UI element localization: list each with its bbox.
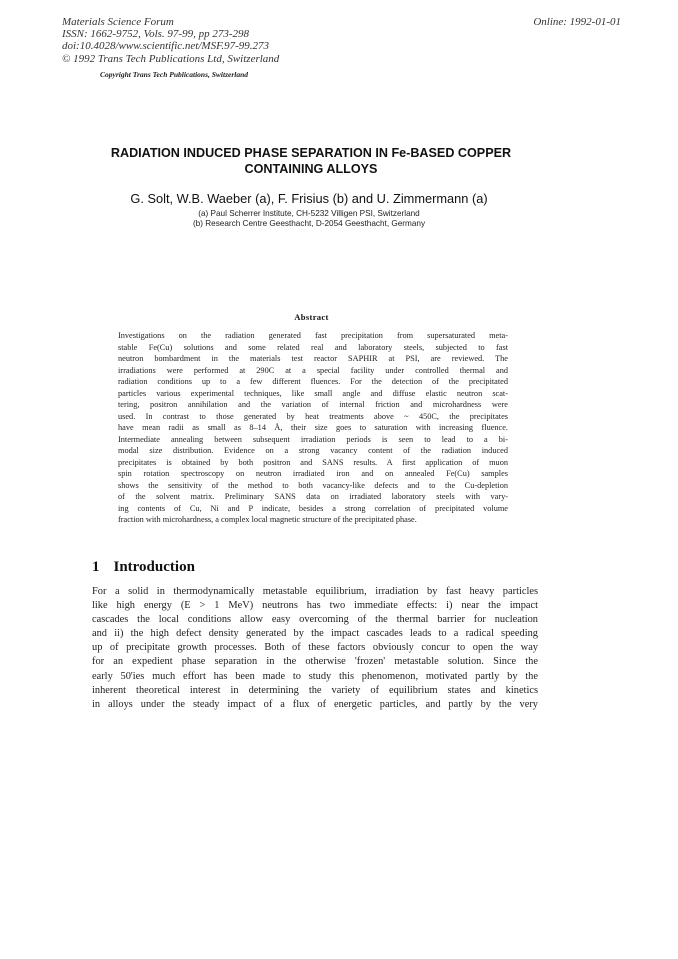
abstract-line: Investigations on the radiation generated fast precipitation from supersaturated meta-: [118, 331, 508, 340]
paper-title: [90, 145, 532, 177]
section-heading: [92, 559, 195, 576]
abstract-line: Intermediate annealing between subsequent irradiation periods is seen to lead to a bi-: [118, 434, 508, 444]
issn-line: ISSN: 1662-9752, Vols. 97-99, pp 273-298: [62, 28, 249, 41]
body-line: in alloys under the steady impact of a flux of energetic particles, and partly by the very: [92, 698, 538, 710]
journal-name: Materials Science Forum: [62, 16, 174, 28]
title-line-1: RADIATION INDUCED PHASE SEPARATION IN Fe-BASED COPPER: [110, 146, 512, 160]
doi-line: doi:10.4028/www.scientific.net/MSF.97-99.273: [62, 40, 270, 53]
journal-header: [62, 16, 279, 81]
abstract-line: radiation conditions up to a few different fluences. For the detection of the precipitated: [118, 377, 508, 386]
publisher-copyright-note: Copyright Trans Tech Publications, Switzerland: [100, 69, 249, 79]
abstract-line: used. In contrast to those generated by heat treatments above ~ 450C, the precipitates: [118, 411, 508, 421]
online-date: Online: 1992-01-01: [533, 16, 621, 28]
body-line: inherent theoretical interest in determining the variety of equilibrium states and kinetics: [92, 684, 538, 696]
abstract-line: irradiations were performed at 290C at a special facility under controlled thermal and: [118, 365, 508, 375]
abstract-heading: Abstract: [294, 312, 329, 322]
section-title: Introduction: [113, 559, 195, 575]
author-list: G. Solt, W.B. Waeber (a), F. Frisius (b) and U. Zimmermann (a): [130, 191, 488, 206]
abstract-line: neutron bombardment in the materials test reactor SAPHIR at PSI, are reviewed. The: [118, 354, 508, 363]
copyright-line: © 1992 Trans Tech Publications Ltd, Switzerland: [62, 52, 280, 65]
affiliation-a: (a) Paul Scherrer Institute, CH-5232 Villigen PSI, Switzerland: [198, 209, 420, 218]
abstract-line: fraction with microhardness, a complex local magnetic structure of the precipitated phase.: [118, 515, 417, 524]
affiliation-b: (b) Research Centre Geesthacht, D-2054 Geesthacht, Germany: [192, 219, 426, 229]
introduction-body: [92, 585, 538, 712]
abstract-line: have mean radii as small as 8–14 Å, their size goes to saturation with increasing fluence.: [118, 423, 508, 432]
abstract-body: [118, 330, 508, 526]
body-line: early 50'ies much effort has been made to study this phenomenon, motivated partly by the: [92, 670, 538, 682]
body-line: up of precipitate growth processes. Both of these factors obviously concur to open the way: [92, 642, 538, 654]
abstract-line: ing contents of Cu, Ni and P indicate, besides a strong correlation of precipitated volume: [118, 503, 508, 513]
section-number: 1: [92, 559, 100, 575]
abstract-line: of the solvent matrix. Preliminary SANS data on irradiated laboratory steels with vary-: [118, 492, 508, 501]
abstract-line: modal size distribution. Evidence on a strong vacancy content of the radiation induced: [118, 446, 508, 455]
abstract-line: precipitates is obtained by both positron and SANS results. A first application of muon: [118, 457, 508, 467]
body-line: For a solid in thermodynamically metastable equilibrium, irradiation by fast heavy particles: [92, 586, 538, 597]
affiliations: [60, 209, 558, 230]
abstract-line: spin rotation spectroscopy on neutron irradiated iron and on annealed Fe(Cu) samples: [118, 469, 508, 478]
body-line: like high energy (E > 1 MeV) neutrons has two immediate effects: i) near the impact: [92, 600, 538, 612]
abstract-line: tering, positron annihilation and the variation of internal friction and microhardness were: [118, 400, 508, 409]
title-line-2: CONTAINING ALLOYS: [244, 162, 378, 176]
abstract-line: stable Fe(Cu) solutions and some related real and laboratory steels, subjected to fast: [118, 342, 508, 352]
body-line: and ii) the high defect density generated by the impact cascades leads to a radical speeding: [92, 628, 538, 640]
body-line: for an expedient phase separation in the otherwise 'frozen' metastable solution. Since the: [92, 656, 538, 668]
abstract-line: shows the sensitivity of the method to both vacancy-like defects and to the Cu-depletion: [118, 480, 508, 490]
abstract-line: particles various experimental techniques, like small angle and diffuse elastic neutron scat-: [118, 388, 508, 398]
body-line: cascades the local conditions allow easy overcoming of the thermal barrier for nucleation: [92, 614, 538, 626]
